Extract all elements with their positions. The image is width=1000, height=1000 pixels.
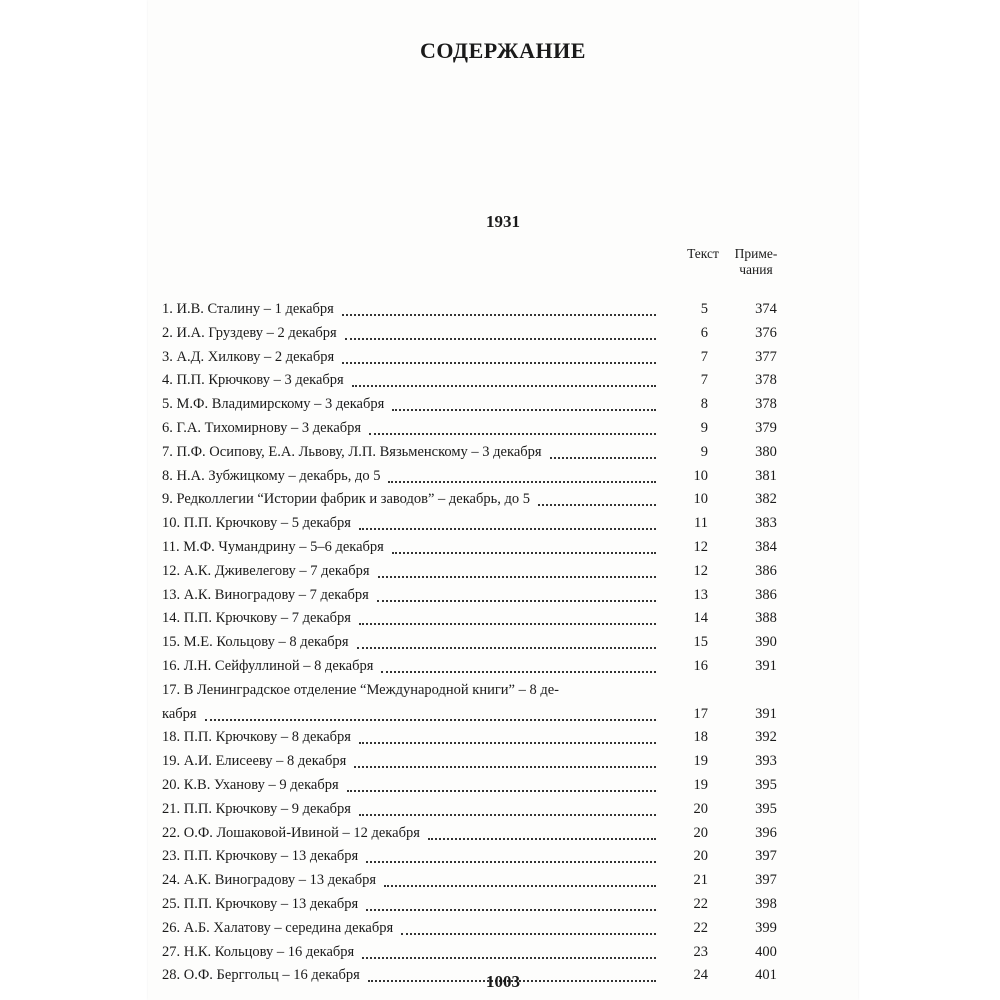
toc-entry-notes-page: 395 [755, 776, 777, 793]
toc-entry-notes-page: 401 [755, 967, 777, 984]
toc-entry-text-page: 5 [700, 301, 708, 317]
leader-dots [388, 471, 656, 483]
toc-entry-text-page: 20 [693, 800, 708, 817]
toc-entry-notes-page: 397 [755, 848, 777, 865]
toc-entry [162, 346, 802, 370]
toc-entry [162, 536, 802, 560]
toc-entry-notes-page: 391 [755, 657, 777, 674]
toc-entry [162, 726, 802, 750]
toc-entry-label: 17. В Ленинградское отделение “Международной книги” – 8 де- кабря [162, 681, 560, 722]
toc-entry-text-page: 18 [693, 729, 708, 746]
book-page [148, 0, 858, 1000]
toc-entry-text-page: 20 [693, 824, 708, 841]
toc-entry-label: 1. И.В. Сталину – 1 декабря [162, 301, 334, 317]
toc-entry-text-page: 7 [700, 348, 708, 365]
toc-entry [162, 369, 802, 393]
toc-entry [162, 631, 802, 655]
toc-entry-label: 24. А.К. Виноградову – 13 декабря [162, 872, 377, 889]
leader-dots [342, 304, 656, 316]
page-title: СОДЕРЖАНИЕ [420, 38, 586, 63]
toc-entry-text-page: 8 [700, 396, 708, 413]
toc-entry [162, 417, 802, 441]
leader-dots [369, 423, 656, 435]
toc-entry [162, 869, 802, 893]
leader-dots [550, 447, 656, 459]
toc-entry [162, 655, 802, 679]
toc-entry-label: 26. А.Б. Халатову – середина декабря [162, 919, 394, 936]
toc-entry-notes-page: 398 [755, 895, 777, 912]
toc-entry [162, 774, 802, 798]
toc-entry [162, 584, 802, 608]
toc-entry-notes-page: 386 [755, 586, 777, 603]
leader-dots [377, 590, 656, 602]
toc-entry-notes-page: 379 [755, 419, 777, 436]
leader-dots [366, 899, 656, 911]
toc-entry [162, 750, 802, 774]
toc-entry [162, 322, 802, 346]
leader-dots [392, 542, 656, 554]
toc-entry-notes-page: 390 [755, 634, 777, 651]
toc-entry-text-page: 22 [693, 895, 708, 912]
toc-entry-notes-page: 386 [755, 562, 777, 579]
toc-entry-notes-page: 380 [755, 443, 777, 460]
toc-entry-text-page: 20 [693, 848, 708, 865]
leader-dots [359, 613, 656, 625]
toc-entry-label: 6. Г.А. Тихомирнову – 3 декабря [162, 419, 362, 436]
toc-entry-text-page: 13 [693, 586, 708, 603]
leader-dots [347, 780, 656, 792]
toc-entry-notes-page: 393 [755, 753, 777, 770]
toc-entry-notes-page: 400 [755, 943, 777, 960]
toc-entry-label: 9. Редколлегии “Истории фабрик и заводов” – декабрь, до 5 [162, 491, 530, 508]
column-header-text: Текст [687, 246, 719, 261]
toc-entry [162, 798, 802, 822]
toc-entry-notes-page: 388 [755, 610, 777, 627]
toc-entry-notes-page: 377 [755, 348, 777, 365]
toc-entry [162, 393, 802, 417]
toc-entry-text-page: 12 [693, 538, 708, 555]
toc-entry-text-page: 22 [693, 919, 708, 936]
leader-dots [354, 756, 656, 768]
toc-entry-notes-page: 392 [755, 729, 777, 746]
toc-entry-label: 12. А.К. Дживелегову – 7 декабря [162, 562, 370, 579]
leader-dots [357, 637, 656, 649]
leader-dots [359, 518, 656, 530]
toc-entry [162, 679, 802, 727]
toc-entry-label: 25. П.П. Крючкову – 13 декабря [162, 895, 359, 912]
toc-entry-text-page: 9 [700, 419, 708, 436]
toc-entry-notes-page: 391 [755, 705, 777, 722]
toc-entry-label: 13. А.К. Виноградову – 7 декабря [162, 586, 369, 603]
toc-entry-text-page: 7 [700, 372, 708, 389]
toc-entry-label: 15. М.Е. Кольцову – 8 декабря [162, 634, 349, 651]
toc-entry-text-page: 12 [693, 562, 708, 579]
toc-entry-text-page: 6 [700, 324, 708, 341]
toc-entry-text-page: 17 [693, 705, 708, 722]
toc-entry-label: 11. М.Ф. Чумандрину – 5–6 декабря [162, 538, 384, 555]
toc-entry-notes-page: 382 [755, 491, 777, 508]
leader-dots [205, 709, 656, 721]
leader-dots [401, 923, 656, 935]
toc-entry-label: 21. П.П. Крючкову – 9 декабря [162, 800, 351, 817]
toc-entry-label: 19. А.И. Елисееву – 8 декабря [162, 753, 347, 770]
toc-entry-notes-page: 383 [755, 515, 777, 532]
toc-entry-label: 2. И.А. Груздеву – 2 декабря [162, 324, 337, 341]
leader-dots [384, 875, 656, 887]
toc-entry-label: 4. П.П. Крючкову – 3 декабря [162, 372, 344, 389]
toc-entry-notes-page: 378 [755, 396, 777, 413]
toc-entry-text-page: 19 [693, 753, 708, 770]
toc-entry [162, 512, 802, 536]
leader-dots [359, 732, 656, 744]
toc-entry-notes-page: 396 [755, 824, 777, 841]
leader-dots [352, 375, 656, 387]
toc-entry [162, 607, 802, 631]
toc-entry [162, 441, 802, 465]
toc-entry-label: 27. Н.К. Кольцову – 16 декабря [162, 943, 355, 960]
year-heading: 1931 [486, 212, 520, 231]
toc-entry-notes-page: 378 [755, 372, 777, 389]
toc-entry [162, 845, 802, 869]
leader-dots [392, 399, 656, 411]
leader-dots [428, 828, 656, 840]
column-header-notes: Приме- чания [734, 246, 778, 277]
toc-entry-notes-page: 376 [755, 324, 777, 341]
leader-dots [378, 566, 656, 578]
toc-entry-label: 23. П.П. Крючкову – 13 декабря [162, 848, 359, 865]
toc-entry-text-page: 24 [693, 967, 708, 984]
leader-dots [362, 947, 656, 959]
toc-entry [162, 488, 802, 512]
toc-entry [162, 298, 802, 322]
toc-entry [162, 941, 802, 965]
leader-dots [342, 352, 656, 364]
toc-entry-text-page: 10 [693, 467, 708, 484]
toc-entry-label: 16. Л.Н. Сейфуллиной – 8 декабря [162, 657, 374, 674]
toc-entry-notes-page: 381 [755, 467, 777, 484]
toc-entry [162, 465, 802, 489]
toc-entry [162, 560, 802, 584]
leader-dots [366, 851, 656, 863]
toc-entry-text-page: 15 [693, 634, 708, 651]
toc-entry-notes-page: 374 [755, 301, 777, 317]
leader-dots [359, 804, 656, 816]
toc-entry-notes-page: 397 [755, 872, 777, 889]
toc-entry [162, 917, 802, 941]
table-of-contents [162, 298, 802, 988]
leader-dots [345, 328, 656, 340]
toc-entry-label: 8. Н.А. Зубжицкому – декабрь, до 5 [162, 467, 381, 484]
toc-entry-text-page: 11 [694, 515, 708, 532]
toc-entry-label: 10. П.П. Крючкову – 5 декабря [162, 515, 351, 532]
toc-entry-text-page: 9 [700, 443, 708, 460]
toc-entry-text-page: 14 [693, 610, 708, 627]
toc-entry-text-page: 21 [693, 872, 708, 889]
toc-entry-label: 14. П.П. Крючкову – 7 декабря [162, 610, 351, 627]
toc-entry [162, 893, 802, 917]
toc-entry-label: 18. П.П. Крючкову – 8 декабря [162, 729, 351, 746]
page-number: 1003 [486, 972, 520, 991]
toc-entry-text-page: 10 [693, 491, 708, 508]
leader-dots [538, 494, 656, 506]
toc-entry-text-page: 23 [693, 943, 708, 960]
toc-entry-notes-page: 395 [755, 800, 777, 817]
toc-entry-label: 3. А.Д. Хилкову – 2 декабря [162, 348, 335, 365]
leader-dots [381, 661, 656, 673]
toc-entry-label: 7. П.Ф. Осипову, Е.А. Львову, Л.П. Вязьменскому – 3 декабря [162, 443, 542, 460]
toc-entry [162, 822, 802, 846]
toc-entry-label: 5. М.Ф. Владимирскому – 3 декабря [162, 396, 385, 413]
toc-entry-label: 22. О.Ф. Лошаковой-Ивиной – 12 декабря [162, 824, 420, 841]
toc-entry-notes-page: 384 [755, 538, 777, 555]
toc-entry-label: 28. О.Ф. Берггольц – 16 декабря [162, 967, 360, 984]
toc-entry-notes-page: 399 [755, 919, 777, 936]
toc-entry-text-page: 16 [693, 657, 708, 674]
toc-entry-label: 20. К.В. Уханову – 9 декабря [162, 776, 339, 793]
toc-entry-text-page: 19 [693, 776, 708, 793]
